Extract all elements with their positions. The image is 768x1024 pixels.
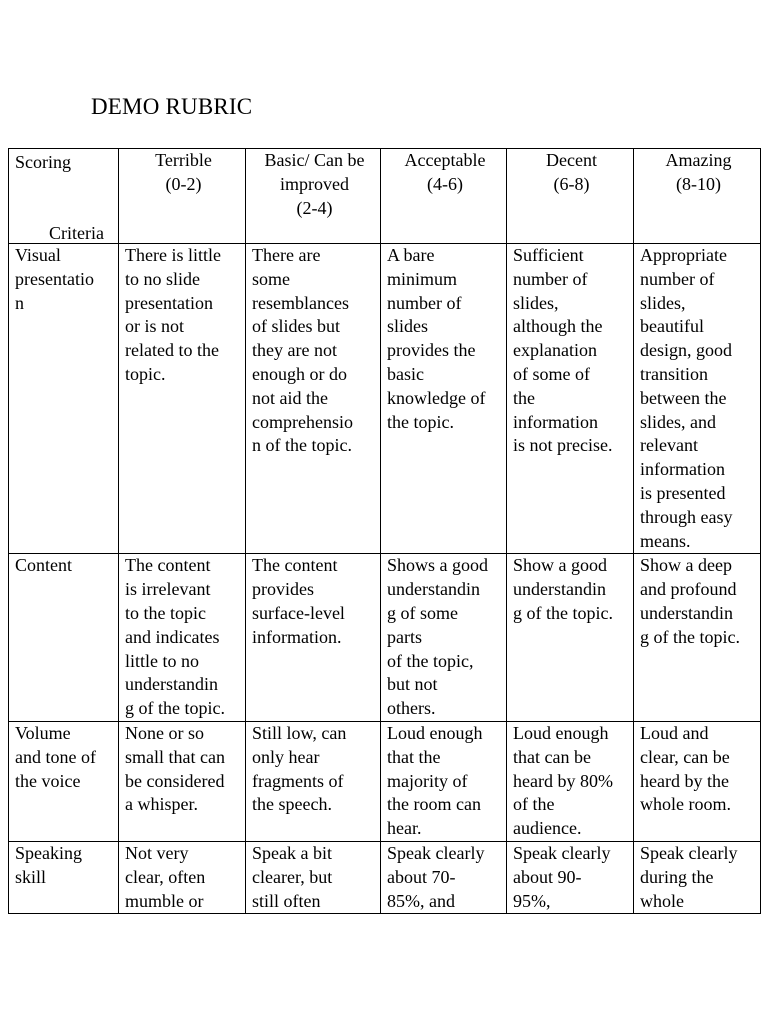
level-header-acceptable (381, 149, 507, 244)
level-header-basic (246, 149, 381, 244)
page-title: DEMO RUBRIC (91, 94, 253, 119)
level-range: (0-2) (165, 173, 202, 194)
table-row (9, 554, 761, 722)
level-name: Terrible (155, 150, 212, 170)
rubric-cell: Show a deep and profound understandin g of the topic. (634, 554, 761, 722)
rubric-cell: Speak clearly during the whole (634, 841, 761, 913)
rubric-cell: There is little to no slide presentation or is not related to the topic. (119, 244, 246, 554)
table-row (9, 244, 761, 554)
table-row (9, 841, 761, 913)
rubric-table (8, 148, 761, 914)
rubric-cell: There are some resemblances of slides but they are not enough or do not aid the comprehensio n of the topic. (246, 244, 381, 554)
rubric-cell: Still low, can only hear fragments of the speech. (246, 721, 381, 841)
criterion-cell: Volume and tone of the voice (9, 721, 119, 841)
rubric-cell: Speak clearly about 90- 95%, (507, 841, 634, 913)
level-range: (4-6) (427, 173, 463, 194)
scoring-label: Scoring (15, 152, 71, 172)
criterion-cell: Visual presentatio n (9, 244, 119, 554)
level-range: (6-8) (553, 173, 590, 194)
level-header-terrible (119, 149, 246, 244)
level-name: Decent (546, 150, 597, 170)
level-header-decent (507, 149, 634, 244)
criterion-cell: Content (9, 554, 119, 722)
table-row (9, 721, 761, 841)
rubric-cell: Speak a bit clearer, but still often (246, 841, 381, 913)
rubric-cell: Appropriate number of slides, beautiful design, good transition between the slides, and relevant information is presented through easy means. (634, 244, 761, 554)
level-header-amazing (634, 149, 761, 244)
rubric-cell: A bare minimum number of slides provides the basic knowledge of the topic. (381, 244, 507, 554)
criterion-cell: Speaking skill (9, 841, 119, 913)
rubric-cell: Show a good understandin g of the topic. (507, 554, 634, 722)
rubric-cell: Shows a good understandin g of some parts of the topic, but not others. (381, 554, 507, 722)
rubric-cell: Loud and clear, can be heard by the whole room. (634, 721, 761, 841)
level-name: Basic/ Can be improved (264, 150, 365, 194)
rubric-cell: Loud enough that can be heard by 80% of the audience. (507, 721, 634, 841)
rubric-cell: The content is irrelevant to the topic and indicates little to no understandin g of the topic. (119, 554, 246, 722)
header-row (9, 149, 761, 244)
level-name: Acceptable (404, 150, 486, 170)
rubric-cell: Sufficient number of slides, although the explanation of some of the information is not precise. (507, 244, 634, 554)
rubric-cell: The content provides surface-level information. (246, 554, 381, 722)
criteria-label: Criteria (49, 223, 104, 243)
level-name: Amazing (665, 150, 732, 170)
level-range: (8-10) (676, 173, 721, 194)
rubric-cell: Speak clearly about 70- 85%, and (381, 841, 507, 913)
scoring-criteria-header (9, 149, 119, 244)
rubric-cell: Not very clear, often mumble or (119, 841, 246, 913)
level-range: (2-4) (296, 197, 333, 218)
rubric-cell: Loud enough that the majority of the room can hear. (381, 721, 507, 841)
rubric-cell: None or so small that can be considered a whisper. (119, 721, 246, 841)
